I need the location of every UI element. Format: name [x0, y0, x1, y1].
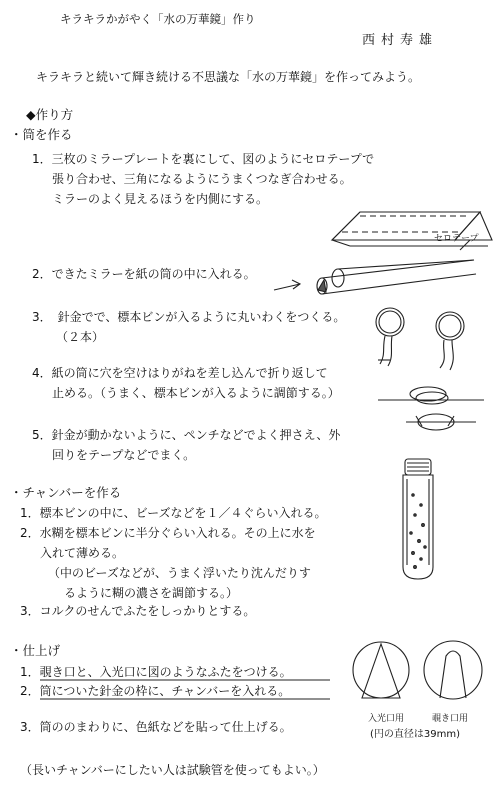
wire-rings-illustration — [370, 302, 480, 382]
tube-step4-line1: 4．紙の筒に穴を空けはりがねを差し込んで折り返して — [32, 366, 328, 380]
footer-note: （長いチャンバーにしたい人は試験管を使ってもよい。） — [20, 763, 325, 777]
tube-step2: 2．できたミラーを紙の筒の中に入れる。 — [32, 267, 256, 281]
document-title: キラキラかがやく「水の万華鏡」作り — [60, 12, 256, 26]
tube-step5-line1: 5．針金が動かないように、ペンチなどでよく押さえ、外 — [32, 428, 341, 442]
tube-insertion-illustration — [262, 256, 482, 306]
light-port-label: 入光口用 — [368, 714, 405, 724]
finish-step3: 3．筒ののまわりに、色紙などを貼って仕上げる。 — [20, 720, 292, 734]
chamber-step3: 3．コルクのせんでふたをしっかりとする。 — [20, 604, 256, 618]
finish-step1: 1．覗き口と、入光口に図のようなふたをつける。 — [20, 665, 292, 679]
viewing-port-label: 覗き口用 — [432, 714, 469, 724]
chamber-step2-line3: （中のビーズなどが、うまく浮いたり沈んだりす — [48, 566, 311, 580]
light-port-cover-illustration — [352, 632, 412, 708]
tape-label: セロテープ — [434, 234, 479, 244]
tube-step4-line2: 止める。（うまく、標本ビンが入るように調節する。） — [52, 386, 340, 400]
chamber-step2-line2: 入れて薄める。 — [40, 546, 125, 560]
wire-tube-illustration — [376, 376, 486, 446]
tube-step3-line2: （２本） — [56, 330, 105, 344]
chamber-step1: 1．標本ビンの中に、ビーズなどを１／４ぐらい入れる。 — [20, 506, 327, 520]
tube-step1-line1: 1．三枚のミラープレートを裏にして、図のようにセロテープで — [32, 152, 375, 166]
chamber-step2-line4: るように糊の濃さを調節する。） — [64, 586, 239, 600]
howto-heading: ◆作り方 — [26, 107, 74, 122]
tube-step1-line3: ミラーのよく見えるほうを内側にする。 — [52, 192, 269, 206]
author-name: 西村寿雄 — [362, 33, 439, 48]
section-finish-heading: ・仕上げ — [10, 643, 61, 658]
specimen-bottle-illustration — [395, 455, 445, 585]
finish-step2: 2．筒についた針金の枠に、チャンバーを入れる。 — [20, 684, 291, 698]
tube-step1-line2: 張り合わせ、三角になるようにうまくつなぎ合わせる。 — [52, 172, 352, 186]
intro-text: キラキラと続いて輝き続ける不思議な「水の万華鏡」を作ってみよう。 — [36, 70, 421, 84]
viewing-port-cover-illustration — [422, 632, 484, 708]
diameter-label: (円の直径は39mm) — [370, 729, 461, 740]
tube-step5-line2: 回りをテープなどでまく。 — [52, 448, 196, 462]
tube-step3-line1: 3． 針金でで、標本ビンが入るように丸いわくをつくる。 — [32, 310, 346, 324]
section-chamber-heading: ・チャンバーを作る — [10, 485, 122, 500]
chamber-step2-line1: 2．水糊を標本ビンに半分ぐらい入れる。その上に水を — [20, 526, 316, 540]
section-tube-heading: ・筒を作る — [10, 127, 73, 142]
